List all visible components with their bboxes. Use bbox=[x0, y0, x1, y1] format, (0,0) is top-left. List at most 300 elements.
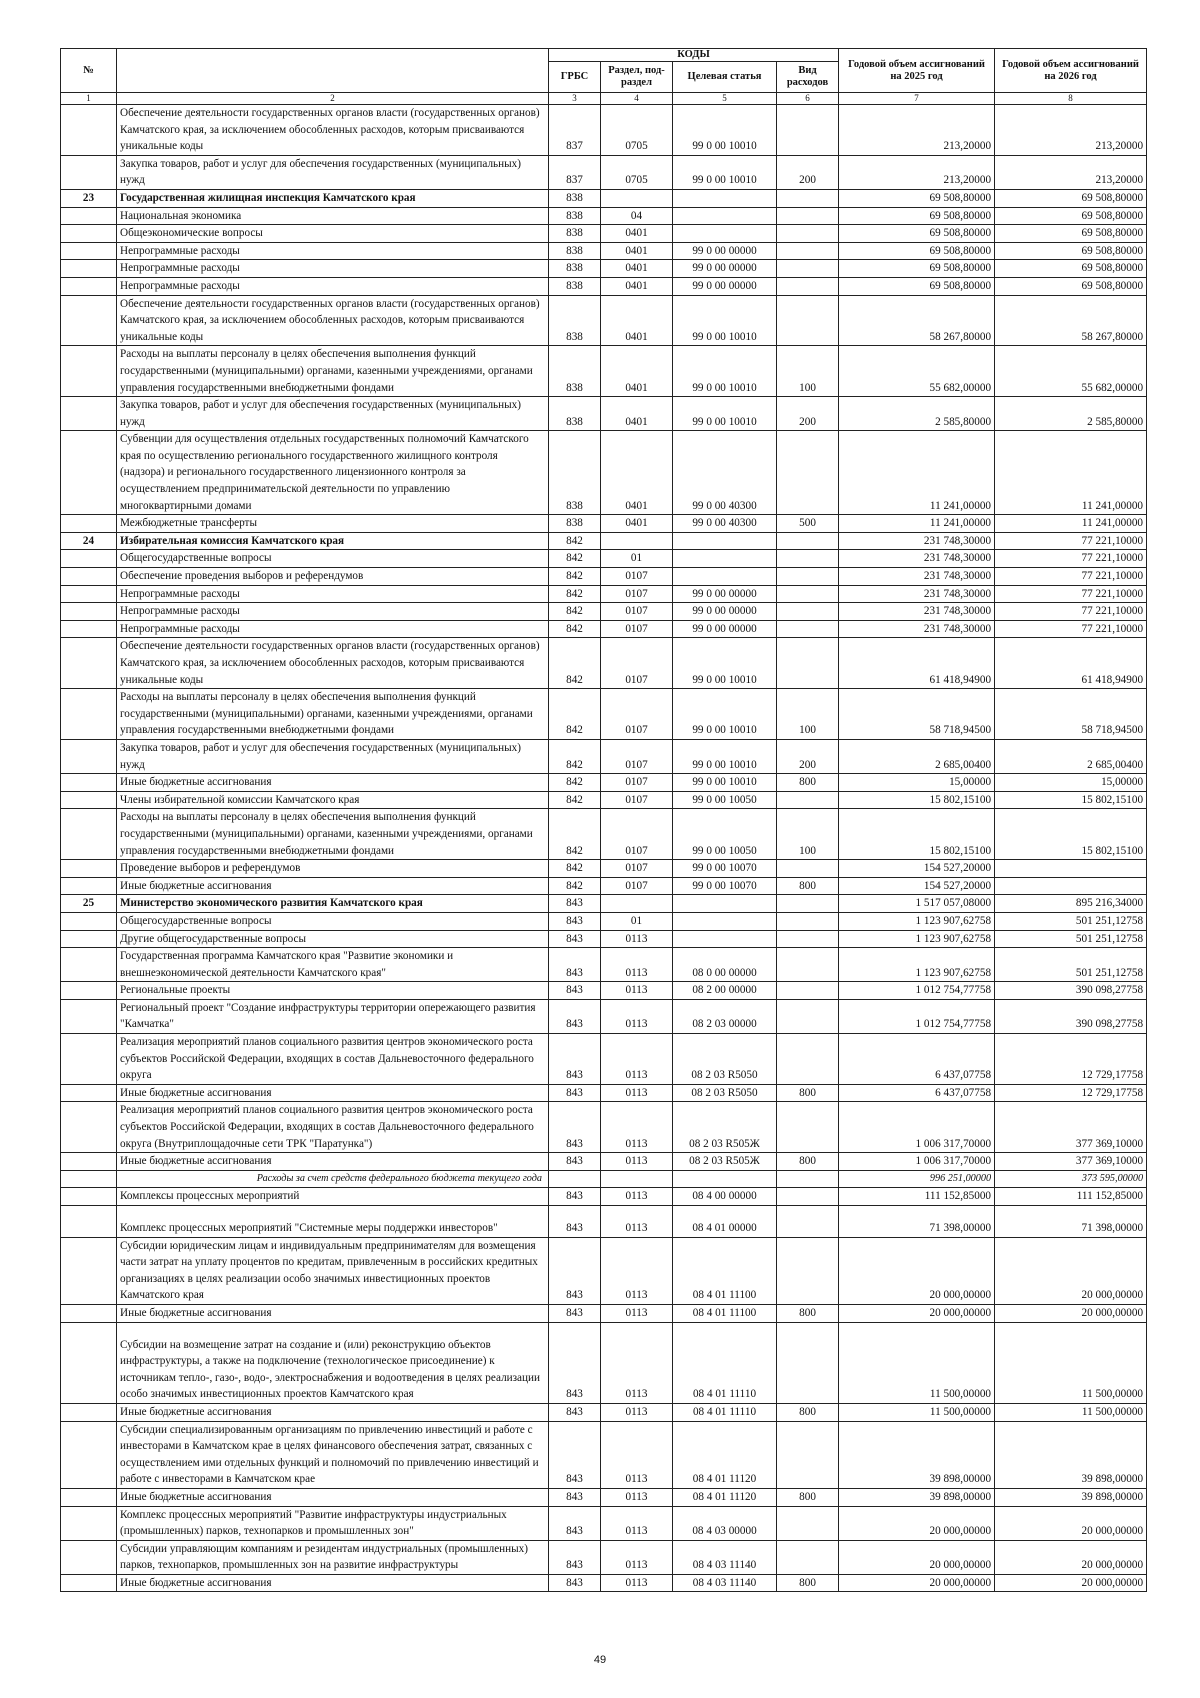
col-header-2026: Годовой объем ассигнований на 2026 год bbox=[995, 49, 1147, 93]
row-target-article: 08 2 03 R5050 bbox=[673, 1084, 777, 1102]
row-expense-type bbox=[777, 532, 839, 550]
row-amount-2026: 15 802,15100 bbox=[995, 791, 1147, 809]
row-number: 25 bbox=[61, 895, 117, 913]
table-row bbox=[61, 1403, 1147, 1421]
row-target-article: 99 0 00 10010 bbox=[673, 397, 777, 431]
row-name: Закупка товаров, работ и услуг для обеспечения государственных (муниципальных) нужд bbox=[117, 397, 549, 431]
row-amount-2025: 20 000,00000 bbox=[839, 1237, 995, 1304]
row-amount-2026: 390 098,27758 bbox=[995, 982, 1147, 1000]
row-name: Обеспечение проведения выборов и референдумов bbox=[117, 568, 549, 586]
row-grbs: 843 bbox=[549, 895, 601, 913]
row-target-article: 99 0 00 00000 bbox=[673, 585, 777, 603]
row-amount-2026: 501 251,12758 bbox=[995, 930, 1147, 948]
row-amount-2025: 6 437,07758 bbox=[839, 1084, 995, 1102]
row-amount-2025: 11 500,00000 bbox=[839, 1403, 995, 1421]
table-row bbox=[61, 999, 1147, 1033]
row-expense-type: 200 bbox=[777, 739, 839, 773]
row-razdel: 0107 bbox=[601, 585, 673, 603]
row-name: Иные бюджетные ассигнования bbox=[117, 1403, 549, 1421]
row-number bbox=[61, 809, 117, 860]
row-grbs: 843 bbox=[549, 1322, 601, 1403]
row-amount-2025: 69 508,80000 bbox=[839, 225, 995, 243]
row-target-article: 99 0 00 10010 bbox=[673, 295, 777, 346]
row-grbs: 843 bbox=[549, 1488, 601, 1506]
row-amount-2025: 231 748,30000 bbox=[839, 620, 995, 638]
row-expense-type bbox=[777, 791, 839, 809]
row-amount-2026: 69 508,80000 bbox=[995, 225, 1147, 243]
row-amount-2026 bbox=[995, 860, 1147, 878]
row-razdel: 0113 bbox=[601, 1540, 673, 1574]
row-name: Иные бюджетные ассигнования bbox=[117, 1084, 549, 1102]
row-number bbox=[61, 1403, 117, 1421]
row-razdel: 0107 bbox=[601, 791, 673, 809]
row-expense-type bbox=[777, 930, 839, 948]
row-expense-type bbox=[777, 105, 839, 156]
table-row bbox=[61, 532, 1147, 550]
row-razdel: 0113 bbox=[601, 1237, 673, 1304]
row-target-article bbox=[673, 550, 777, 568]
table-row bbox=[61, 1206, 1147, 1238]
row-grbs: 842 bbox=[549, 860, 601, 878]
row-grbs: 843 bbox=[549, 1506, 601, 1540]
row-amount-2025: 20 000,00000 bbox=[839, 1540, 995, 1574]
table-row bbox=[61, 1034, 1147, 1085]
row-amount-2025: 1 006 317,70000 bbox=[839, 1153, 995, 1171]
row-target-article bbox=[673, 930, 777, 948]
row-target-article: 08 2 03 00000 bbox=[673, 999, 777, 1033]
row-grbs: 842 bbox=[549, 739, 601, 773]
table-row bbox=[61, 225, 1147, 243]
row-number bbox=[61, 260, 117, 278]
row-amount-2026: 501 251,12758 bbox=[995, 948, 1147, 982]
row-name: Субсидии управляющим компаниям и резидентам индустриальных (промышленных) парков, технопарков, промышленных зон на развитие инфраструктуры bbox=[117, 1540, 549, 1574]
table-row bbox=[61, 585, 1147, 603]
row-name: Общеэкономические вопросы bbox=[117, 225, 549, 243]
row-target-article bbox=[673, 189, 777, 207]
col-number: 4 bbox=[601, 93, 673, 105]
row-grbs: 842 bbox=[549, 620, 601, 638]
row-name: Комплекс процессных мероприятий "Развитие инфраструктуры индустриальных (промышленных) парков, технопарков и промышленных зон" bbox=[117, 1506, 549, 1540]
row-amount-2025: 58 718,94500 bbox=[839, 689, 995, 740]
table-row bbox=[61, 739, 1147, 773]
row-name: Непрограммные расходы bbox=[117, 242, 549, 260]
row-number bbox=[61, 1084, 117, 1102]
row-target-article: 08 2 00 00000 bbox=[673, 982, 777, 1000]
row-amount-2026: 77 221,10000 bbox=[995, 532, 1147, 550]
row-amount-2026: 11 500,00000 bbox=[995, 1403, 1147, 1421]
row-expense-type bbox=[777, 1322, 839, 1403]
row-target-article: 99 0 00 00000 bbox=[673, 260, 777, 278]
row-amount-2026: 61 418,94900 bbox=[995, 638, 1147, 689]
row-amount-2026: 2 685,00400 bbox=[995, 739, 1147, 773]
row-name: Комплекс процессных мероприятий "Системные меры поддержки инвесторов" bbox=[117, 1206, 549, 1238]
row-number bbox=[61, 207, 117, 225]
row-target-article: 99 0 00 10010 bbox=[673, 638, 777, 689]
row-number bbox=[61, 930, 117, 948]
row-razdel: 0113 bbox=[601, 1206, 673, 1238]
row-amount-2025: 231 748,30000 bbox=[839, 550, 995, 568]
col-number: 2 bbox=[117, 93, 549, 105]
row-amount-2025: 15,00000 bbox=[839, 774, 995, 792]
table-row bbox=[61, 568, 1147, 586]
row-name: Другие общегосударственные вопросы bbox=[117, 930, 549, 948]
row-amount-2026: 58 718,94500 bbox=[995, 689, 1147, 740]
row-number bbox=[61, 739, 117, 773]
row-expense-type bbox=[777, 982, 839, 1000]
row-amount-2026 bbox=[995, 877, 1147, 895]
col-header-razdel: Раздел, под-раздел bbox=[601, 62, 673, 93]
col-header-codes: КОДЫ bbox=[549, 49, 839, 62]
row-amount-2026: 77 221,10000 bbox=[995, 603, 1147, 621]
row-target-article: 08 4 01 11120 bbox=[673, 1421, 777, 1488]
row-number bbox=[61, 791, 117, 809]
row-name: Общегосударственные вопросы bbox=[117, 550, 549, 568]
table-row bbox=[61, 207, 1147, 225]
row-grbs: 842 bbox=[549, 568, 601, 586]
col-number: 5 bbox=[673, 93, 777, 105]
row-razdel: 0107 bbox=[601, 689, 673, 740]
row-amount-2025: 2 585,80000 bbox=[839, 397, 995, 431]
row-amount-2026: 12 729,17758 bbox=[995, 1034, 1147, 1085]
row-grbs: 843 bbox=[549, 1540, 601, 1574]
row-amount-2026: 11 500,00000 bbox=[995, 1322, 1147, 1403]
row-target-article: 08 0 00 00000 bbox=[673, 948, 777, 982]
row-number bbox=[61, 242, 117, 260]
row-amount-2025: 55 682,00000 bbox=[839, 346, 995, 397]
row-amount-2026: 71 398,00000 bbox=[995, 1206, 1147, 1238]
row-grbs: 838 bbox=[549, 225, 601, 243]
col-number: 6 bbox=[777, 93, 839, 105]
row-name: Непрограммные расходы bbox=[117, 620, 549, 638]
row-target-article bbox=[673, 912, 777, 930]
row-number bbox=[61, 155, 117, 189]
row-number bbox=[61, 568, 117, 586]
row-amount-2025: 39 898,00000 bbox=[839, 1421, 995, 1488]
row-razdel: 04 bbox=[601, 207, 673, 225]
row-name: Субсидии специализированным организациям по привлечению инвестиций и работе с инвесторами в Камчатском крае в целях финансового обеспечения затрат, связанных с осуществлением ими отдельных функций и полномочий по привлечению инвестиций и работе с инвесторами в Камчатском крае bbox=[117, 1421, 549, 1488]
row-amount-2025: 20 000,00000 bbox=[839, 1506, 995, 1540]
row-number bbox=[61, 1034, 117, 1085]
row-number bbox=[61, 860, 117, 878]
row-number bbox=[61, 603, 117, 621]
row-grbs: 843 bbox=[549, 1084, 601, 1102]
row-target-article: 08 4 00 00000 bbox=[673, 1188, 777, 1206]
row-grbs: 843 bbox=[549, 912, 601, 930]
row-expense-type: 200 bbox=[777, 155, 839, 189]
row-amount-2025: 69 508,80000 bbox=[839, 189, 995, 207]
row-amount-2025: 1 006 317,70000 bbox=[839, 1102, 995, 1153]
row-razdel: 0401 bbox=[601, 277, 673, 295]
row-grbs: 842 bbox=[549, 791, 601, 809]
row-amount-2026: 39 898,00000 bbox=[995, 1488, 1147, 1506]
row-amount-2026: 213,20000 bbox=[995, 105, 1147, 156]
row-number bbox=[61, 982, 117, 1000]
row-number bbox=[61, 431, 117, 515]
table-row bbox=[61, 346, 1147, 397]
row-amount-2026: 11 241,00000 bbox=[995, 431, 1147, 515]
table-row bbox=[61, 1421, 1147, 1488]
row-amount-2025: 111 152,85000 bbox=[839, 1188, 995, 1206]
row-amount-2025: 15 802,15100 bbox=[839, 791, 995, 809]
row-razdel: 0107 bbox=[601, 620, 673, 638]
row-razdel: 0107 bbox=[601, 603, 673, 621]
row-expense-type: 800 bbox=[777, 1403, 839, 1421]
row-amount-2025: 213,20000 bbox=[839, 155, 995, 189]
row-number bbox=[61, 877, 117, 895]
row-razdel: 0705 bbox=[601, 105, 673, 156]
budget-table bbox=[60, 48, 1147, 1592]
row-razdel: 0113 bbox=[601, 1403, 673, 1421]
row-number bbox=[61, 1102, 117, 1153]
col-number: 3 bbox=[549, 93, 601, 105]
row-razdel: 0113 bbox=[601, 1322, 673, 1403]
row-amount-2026: 20 000,00000 bbox=[995, 1540, 1147, 1574]
row-grbs: 842 bbox=[549, 689, 601, 740]
row-number bbox=[61, 1170, 117, 1188]
row-grbs: 842 bbox=[549, 532, 601, 550]
row-name: Обеспечение деятельности государственных органов власти (государственных органов) Камчатского края, за исключением обособленных расходов, которым присваиваются уникальные коды bbox=[117, 638, 549, 689]
row-amount-2026: 15 802,15100 bbox=[995, 809, 1147, 860]
table-row bbox=[61, 1237, 1147, 1304]
row-grbs: 843 bbox=[549, 1188, 601, 1206]
col-header-cs: Целевая статья bbox=[673, 62, 777, 93]
row-razdel: 0113 bbox=[601, 999, 673, 1033]
row-target-article: 99 0 00 40300 bbox=[673, 431, 777, 515]
row-number bbox=[61, 1188, 117, 1206]
row-razdel: 0401 bbox=[601, 295, 673, 346]
row-number bbox=[61, 1153, 117, 1171]
row-name: Общегосударственные вопросы bbox=[117, 912, 549, 930]
row-grbs: 843 bbox=[549, 1034, 601, 1085]
row-amount-2025: 231 748,30000 bbox=[839, 532, 995, 550]
table-row bbox=[61, 105, 1147, 156]
row-amount-2026: 69 508,80000 bbox=[995, 260, 1147, 278]
row-number bbox=[61, 295, 117, 346]
row-amount-2026: 77 221,10000 bbox=[995, 568, 1147, 586]
row-amount-2026: 20 000,00000 bbox=[995, 1304, 1147, 1322]
row-grbs: 838 bbox=[549, 431, 601, 515]
row-name: Комплексы процессных мероприятий bbox=[117, 1188, 549, 1206]
row-amount-2025: 231 748,30000 bbox=[839, 585, 995, 603]
row-grbs: 838 bbox=[549, 397, 601, 431]
row-grbs: 843 bbox=[549, 948, 601, 982]
row-number bbox=[61, 638, 117, 689]
row-name: Субвенции для осуществления отдельных государственных полномочий Камчатского края по осуществлению регионального государственного жилищного контроля (надзора) и регионального государственного лицензионного контроля за осуществлением предпринимательской деятельности по управлению многоквартирными домами bbox=[117, 431, 549, 515]
row-grbs: 843 bbox=[549, 982, 601, 1000]
row-grbs: 843 bbox=[549, 1153, 601, 1171]
row-number bbox=[61, 1506, 117, 1540]
budget-page bbox=[60, 48, 1146, 1592]
table-row bbox=[61, 948, 1147, 982]
table-row bbox=[61, 431, 1147, 515]
row-razdel: 0401 bbox=[601, 225, 673, 243]
table-row bbox=[61, 895, 1147, 913]
table-row bbox=[61, 155, 1147, 189]
row-amount-2025: 1 123 907,62758 bbox=[839, 930, 995, 948]
row-amount-2026: 11 241,00000 bbox=[995, 515, 1147, 533]
row-name: Субсидии на возмещение затрат на создание и (или) реконструкцию объектов инфраструктуры, а также на подключение (технологическое присоединение) к источникам тепло-, газо-, водо-, электроснабжения и водоотведения в целях реализации особо значимых инвестиционных проектов Камчатского края bbox=[117, 1322, 549, 1403]
row-expense-type bbox=[777, 568, 839, 586]
row-name: Национальная экономика bbox=[117, 207, 549, 225]
row-amount-2025: 11 241,00000 bbox=[839, 431, 995, 515]
row-name: Реализация мероприятий планов социального развития центров экономического роста субъектов Российской Федерации, входящих в состав Дальневосточного федерального округа bbox=[117, 1034, 549, 1085]
col-number: 1 bbox=[61, 93, 117, 105]
row-name: Межбюджетные трансферты bbox=[117, 515, 549, 533]
row-grbs: 838 bbox=[549, 260, 601, 278]
row-amount-2025: 71 398,00000 bbox=[839, 1206, 995, 1238]
col-number: 8 bbox=[995, 93, 1147, 105]
row-razdel: 0401 bbox=[601, 431, 673, 515]
row-number: 23 bbox=[61, 189, 117, 207]
row-target-article bbox=[673, 225, 777, 243]
row-number bbox=[61, 999, 117, 1033]
row-expense-type: 800 bbox=[777, 877, 839, 895]
row-expense-type bbox=[777, 1034, 839, 1085]
row-razdel: 0705 bbox=[601, 155, 673, 189]
table-row bbox=[61, 397, 1147, 431]
row-amount-2025: 1 012 754,77758 bbox=[839, 982, 995, 1000]
col-header-name bbox=[117, 49, 549, 93]
row-name: Расходы на выплаты персоналу в целях обеспечения выполнения функций государственными (муниципальными) органами, казенными учреждениями, органами управления государственными внебюджетными фондами bbox=[117, 346, 549, 397]
row-grbs: 843 bbox=[549, 1403, 601, 1421]
row-number bbox=[61, 105, 117, 156]
row-grbs: 838 bbox=[549, 295, 601, 346]
table-row bbox=[61, 791, 1147, 809]
row-amount-2026: 20 000,00000 bbox=[995, 1574, 1147, 1592]
row-expense-type bbox=[777, 603, 839, 621]
row-expense-type bbox=[777, 225, 839, 243]
row-amount-2026: 2 585,80000 bbox=[995, 397, 1147, 431]
row-number bbox=[61, 346, 117, 397]
row-expense-type bbox=[777, 638, 839, 689]
table-row bbox=[61, 1506, 1147, 1540]
row-grbs: 838 bbox=[549, 515, 601, 533]
row-razdel: 0113 bbox=[601, 1304, 673, 1322]
row-target-article: 08 2 03 R5050 bbox=[673, 1034, 777, 1085]
row-amount-2025: 1 517 057,08000 bbox=[839, 895, 995, 913]
table-row bbox=[61, 295, 1147, 346]
row-name: Обеспечение деятельности государственных органов власти (государственных органов) Камчатского края, за исключением обособленных расходов, которым присваиваются уникальные коды bbox=[117, 295, 549, 346]
row-number bbox=[61, 1206, 117, 1238]
col-header-vr: Вид расходов bbox=[777, 62, 839, 93]
row-amount-2026: 69 508,80000 bbox=[995, 207, 1147, 225]
row-target-article: 99 0 00 00000 bbox=[673, 620, 777, 638]
row-expense-type bbox=[777, 1421, 839, 1488]
row-target-article: 08 4 03 00000 bbox=[673, 1506, 777, 1540]
row-amount-2025: 69 508,80000 bbox=[839, 207, 995, 225]
row-name: Иные бюджетные ассигнования bbox=[117, 774, 549, 792]
table-row bbox=[61, 620, 1147, 638]
row-name: Члены избирательной комиссии Камчатского края bbox=[117, 791, 549, 809]
row-grbs: 838 bbox=[549, 207, 601, 225]
row-name: Реализация мероприятий планов социального развития центров экономического роста субъектов Российской Федерации, входящих в состав Дальневосточного федерального округа (Внутриплощадочные сети ТРК "Паратунка") bbox=[117, 1102, 549, 1153]
row-amount-2026: 20 000,00000 bbox=[995, 1237, 1147, 1304]
column-number-row bbox=[61, 93, 1147, 105]
row-amount-2026: 20 000,00000 bbox=[995, 1506, 1147, 1540]
row-expense-type: 800 bbox=[777, 1084, 839, 1102]
table-row bbox=[61, 1488, 1147, 1506]
row-razdel: 0113 bbox=[601, 1506, 673, 1540]
row-number bbox=[61, 689, 117, 740]
row-target-article: 08 4 01 11100 bbox=[673, 1237, 777, 1304]
table-row bbox=[61, 1170, 1147, 1188]
row-number bbox=[61, 620, 117, 638]
table-row bbox=[61, 809, 1147, 860]
table-row bbox=[61, 1574, 1147, 1592]
row-target-article: 99 0 00 10070 bbox=[673, 860, 777, 878]
table-row bbox=[61, 1322, 1147, 1403]
table-row bbox=[61, 1540, 1147, 1574]
row-grbs: 842 bbox=[549, 550, 601, 568]
row-name: Проведение выборов и референдумов bbox=[117, 860, 549, 878]
table-row bbox=[61, 774, 1147, 792]
row-amount-2026: 501 251,12758 bbox=[995, 912, 1147, 930]
row-expense-type bbox=[777, 207, 839, 225]
row-number bbox=[61, 585, 117, 603]
row-amount-2025: 11 241,00000 bbox=[839, 515, 995, 533]
row-target-article: 99 0 00 10010 bbox=[673, 105, 777, 156]
row-name: Субсидии юридическим лицам и индивидуальным предпринимателям для возмещения части затрат на уплату процентов по кредитам, привлеченным в российских кредитных организациях в целях реализации особо значимых инвестиционных проектов Камчатского края bbox=[117, 1237, 549, 1304]
row-razdel: 0107 bbox=[601, 774, 673, 792]
table-row bbox=[61, 603, 1147, 621]
row-grbs: 842 bbox=[549, 638, 601, 689]
row-expense-type bbox=[777, 1506, 839, 1540]
row-grbs: 843 bbox=[549, 999, 601, 1033]
row-grbs: 838 bbox=[549, 277, 601, 295]
row-amount-2026: 58 267,80000 bbox=[995, 295, 1147, 346]
row-name: Министерство экономического развития Камчатского края bbox=[117, 895, 549, 913]
row-number bbox=[61, 1488, 117, 1506]
row-amount-2026: 77 221,10000 bbox=[995, 620, 1147, 638]
row-expense-type: 100 bbox=[777, 809, 839, 860]
table-row bbox=[61, 689, 1147, 740]
row-expense-type bbox=[777, 860, 839, 878]
row-amount-2026: 15,00000 bbox=[995, 774, 1147, 792]
table-row bbox=[61, 1188, 1147, 1206]
row-grbs: 843 bbox=[549, 1421, 601, 1488]
table-row bbox=[61, 242, 1147, 260]
row-target-article: 08 4 03 11140 bbox=[673, 1574, 777, 1592]
row-name: Закупка товаров, работ и услуг для обеспечения государственных (муниципальных) нужд bbox=[117, 739, 549, 773]
row-name: Региональный проект "Создание инфраструктуры территории опережающего развития "Камчатка" bbox=[117, 999, 549, 1033]
row-expense-type: 800 bbox=[777, 1574, 839, 1592]
row-grbs: 843 bbox=[549, 1102, 601, 1153]
row-amount-2026: 377 369,10000 bbox=[995, 1153, 1147, 1171]
table-row bbox=[61, 260, 1147, 278]
row-expense-type bbox=[777, 1188, 839, 1206]
row-razdel: 0107 bbox=[601, 877, 673, 895]
row-name: Иные бюджетные ассигнования bbox=[117, 877, 549, 895]
row-name: Иные бюджетные ассигнования bbox=[117, 1304, 549, 1322]
col-number: 7 bbox=[839, 93, 995, 105]
row-name: Непрограммные расходы bbox=[117, 277, 549, 295]
row-grbs: 838 bbox=[549, 189, 601, 207]
row-number bbox=[61, 225, 117, 243]
row-name: Расходы на выплаты персоналу в целях обеспечения выполнения функций государственными (муниципальными) органами, казенными учреждениями, органами управления государственными внебюджетными фондами bbox=[117, 689, 549, 740]
row-expense-type bbox=[777, 912, 839, 930]
table-row bbox=[61, 877, 1147, 895]
table-row bbox=[61, 638, 1147, 689]
row-expense-type bbox=[777, 999, 839, 1033]
row-number bbox=[61, 397, 117, 431]
row-amount-2025: 154 527,20000 bbox=[839, 877, 995, 895]
row-target-article: 99 0 00 10050 bbox=[673, 809, 777, 860]
row-expense-type bbox=[777, 895, 839, 913]
row-number bbox=[61, 550, 117, 568]
row-expense-type bbox=[777, 189, 839, 207]
row-razdel: 0113 bbox=[601, 982, 673, 1000]
row-amount-2026: 69 508,80000 bbox=[995, 189, 1147, 207]
